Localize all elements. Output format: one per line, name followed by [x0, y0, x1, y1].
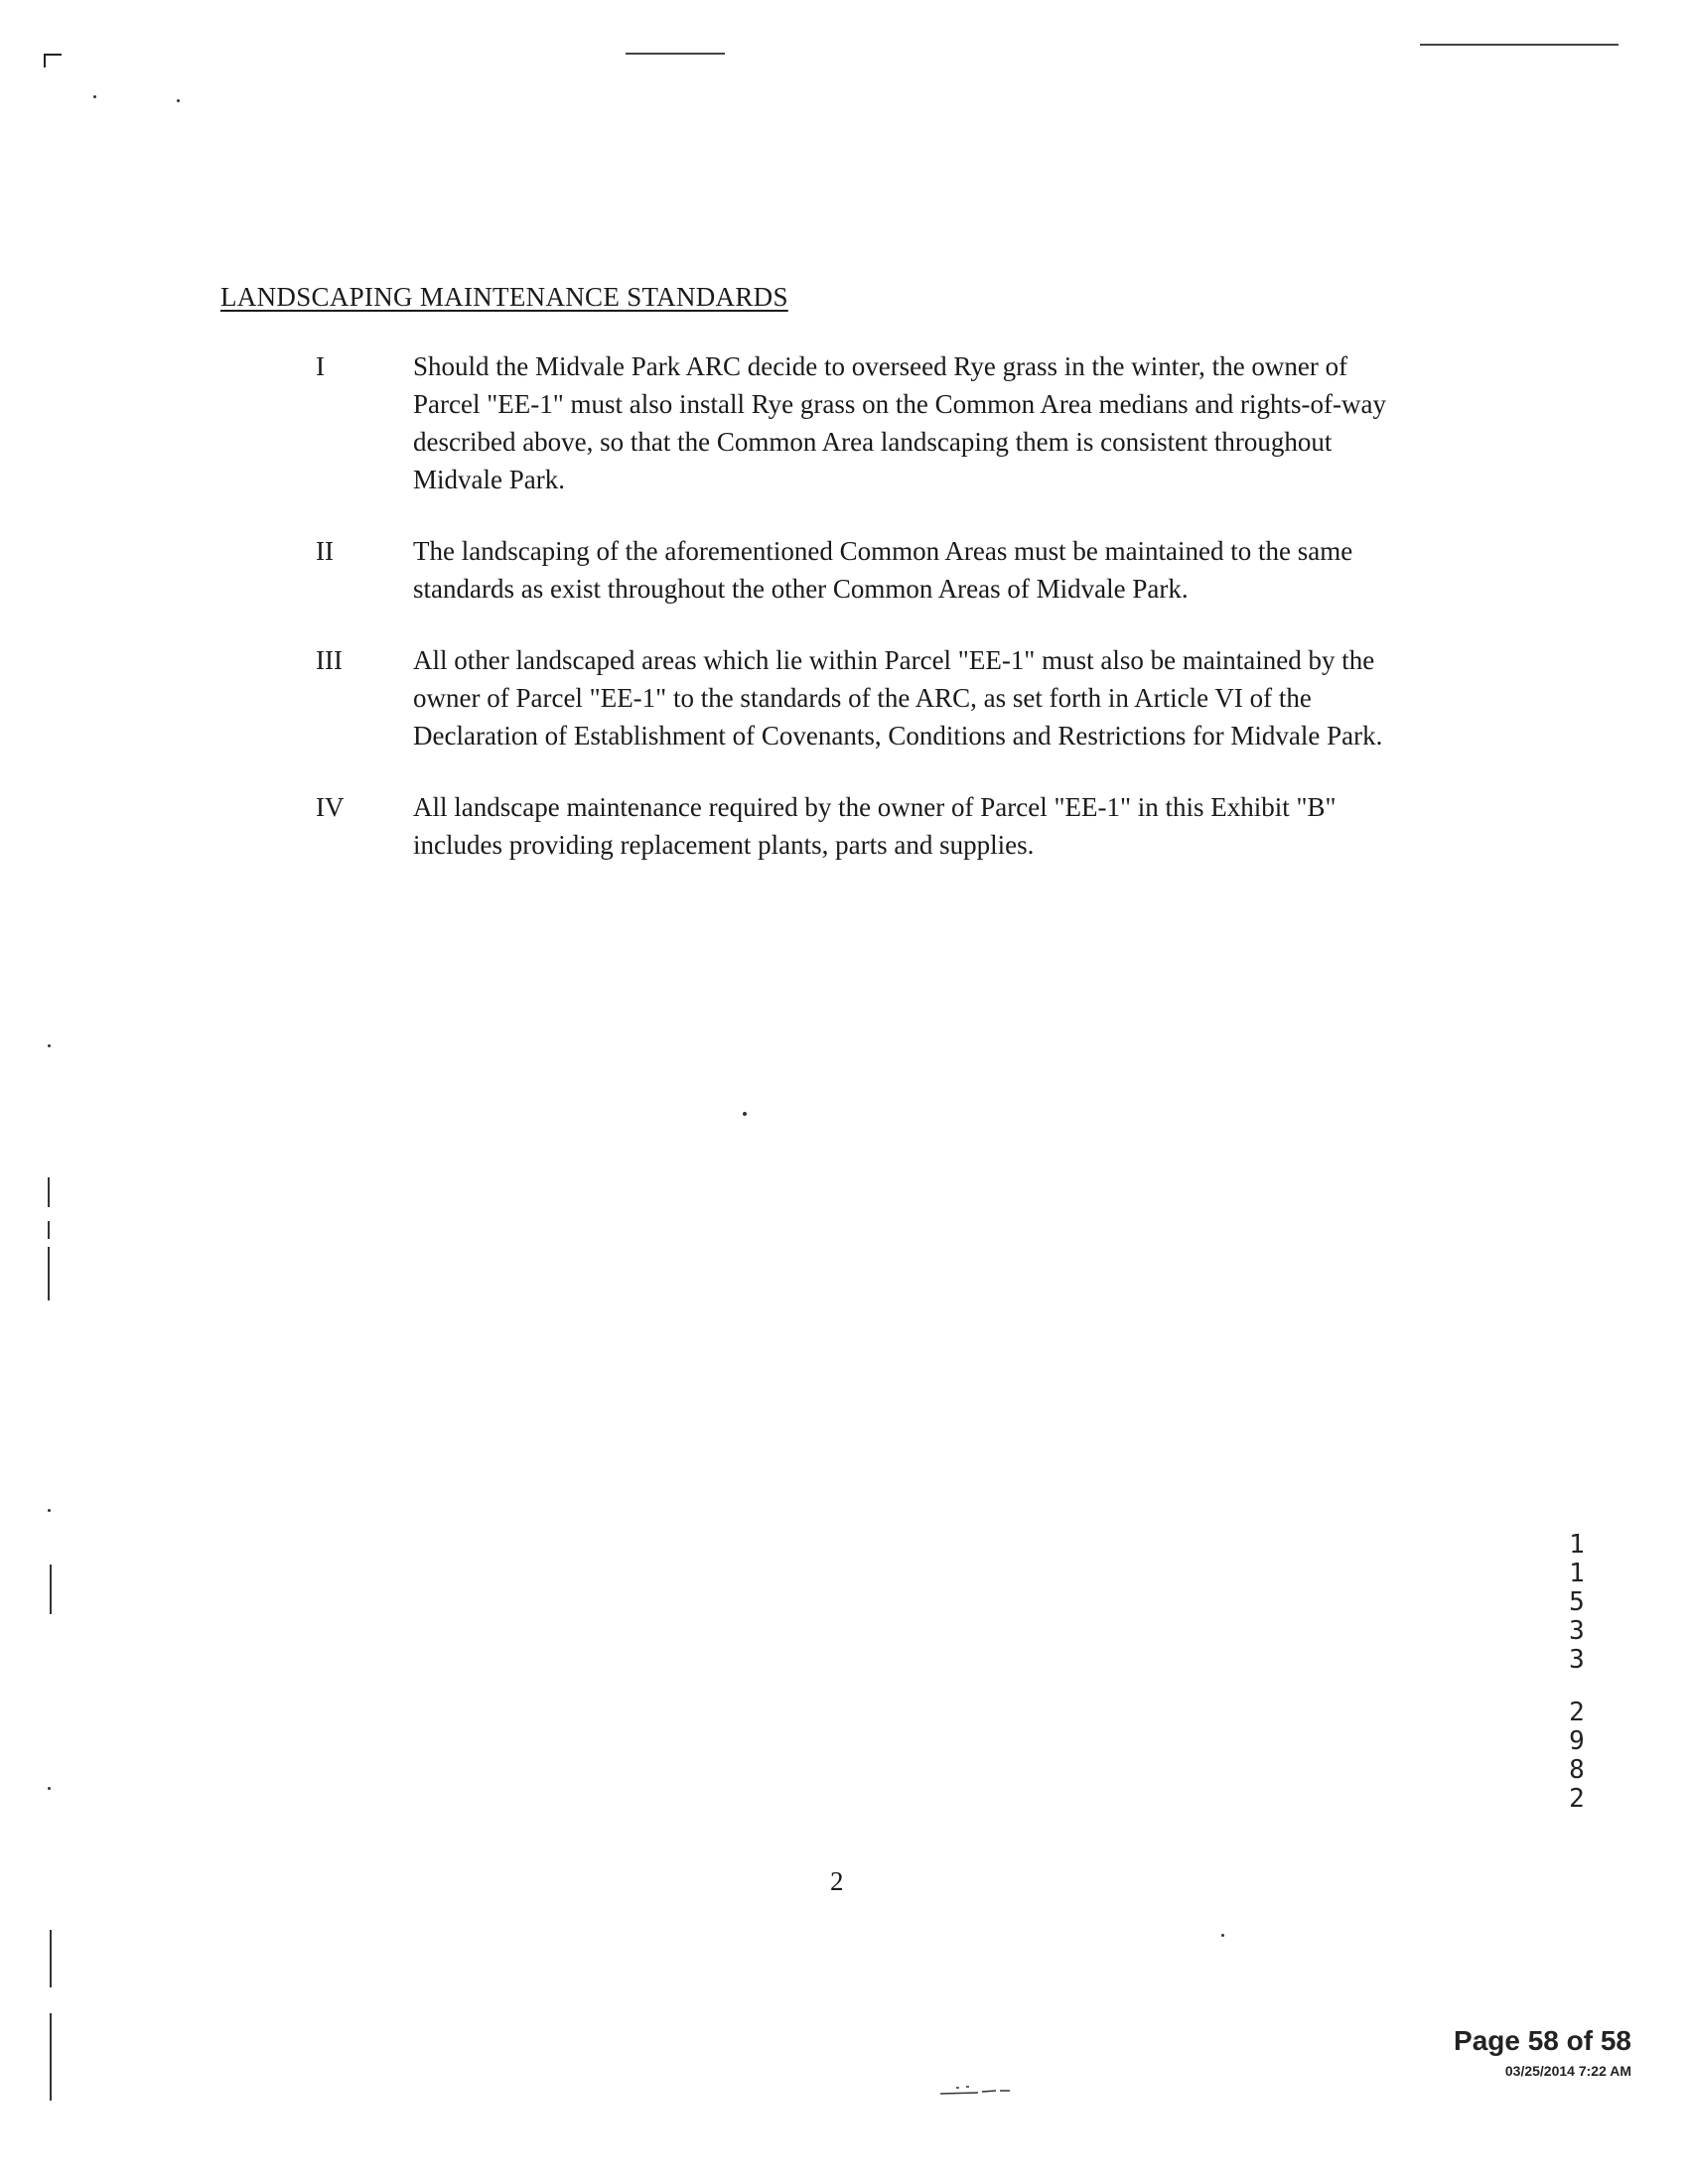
stamp-digit: 8	[1569, 1755, 1585, 1785]
stamp-digit: 1	[1569, 1559, 1585, 1588]
scan-edge-mark	[50, 1930, 52, 1987]
item-number: II	[316, 536, 334, 566]
scan-dot	[743, 1112, 747, 1116]
stamp-digit: 2	[1569, 1784, 1585, 1814]
scan-line-mark	[626, 53, 725, 55]
stamp-digit: 5	[1569, 1587, 1585, 1617]
scan-dot	[1221, 1934, 1224, 1937]
recording-stamp	[1565, 1531, 1589, 1814]
scan-edge-mark	[50, 2013, 52, 2101]
list-item	[316, 347, 1458, 498]
stamp-digit: 1	[1569, 1530, 1585, 1560]
scan-dot	[48, 1509, 51, 1512]
page-number: 2	[830, 1866, 844, 1896]
scan-corner-mark	[44, 54, 62, 68]
standards-list	[316, 347, 1458, 897]
scan-scribble-mark	[938, 2083, 1028, 2097]
scan-dot	[177, 99, 180, 102]
stamp-digit: 3	[1569, 1616, 1585, 1646]
list-item	[316, 788, 1458, 864]
scan-edge-mark	[48, 1221, 50, 1239]
scan-dot	[48, 1787, 51, 1790]
list-item	[316, 532, 1458, 608]
scan-edge-mark	[48, 1177, 50, 1207]
item-number: IV	[316, 792, 345, 822]
scan-dot	[48, 1044, 51, 1047]
item-number: I	[316, 351, 325, 381]
list-item	[316, 641, 1458, 754]
stamp-digit: 9	[1569, 1726, 1585, 1756]
item-text: Should the Midvale Park ARC decide to overseed Rye grass in the winter, the owner of Parcel "EE-1" must also install Rye grass on the Common Area medians and rights-of-way described above, so that the Common Area landscaping them is consistent throughout Midvale Park.	[413, 351, 1387, 494]
footer-timestamp: 03/25/2014 7:22 AM	[1504, 2063, 1631, 2079]
stamp-digit: 2	[1569, 1698, 1585, 1727]
scan-line-mark	[1420, 44, 1618, 46]
stamp-digit: 3	[1569, 1645, 1585, 1675]
scan-dot	[93, 95, 96, 98]
item-text: All other landscaped areas which lie within Parcel "EE-1" must also be maintained by the owner of Parcel "EE-1" to the standards of the ARC, as set forth in Article VI of the Declaration of Establishment of Covenants, Conditions and Restrictions for Midvale Park.	[413, 645, 1383, 751]
item-text: The landscaping of the aforementioned Common Areas must be maintained to the same standards as exist throughout the other Common Areas of Midvale Park.	[413, 536, 1353, 604]
item-number: III	[316, 645, 343, 675]
item-text: All landscape maintenance required by the owner of Parcel "EE-1" in this Exhibit "B" includes providing replacement plants, parts and supplies.	[413, 792, 1336, 860]
section-title: LANDSCAPING MAINTENANCE STANDARDS	[220, 282, 788, 312]
footer-page-label: Page 58 of 58	[1454, 2025, 1631, 2056]
scan-edge-mark	[48, 1247, 50, 1300]
stamp-gap	[1565, 1675, 1589, 1699]
scan-edge-mark	[50, 1565, 52, 1614]
